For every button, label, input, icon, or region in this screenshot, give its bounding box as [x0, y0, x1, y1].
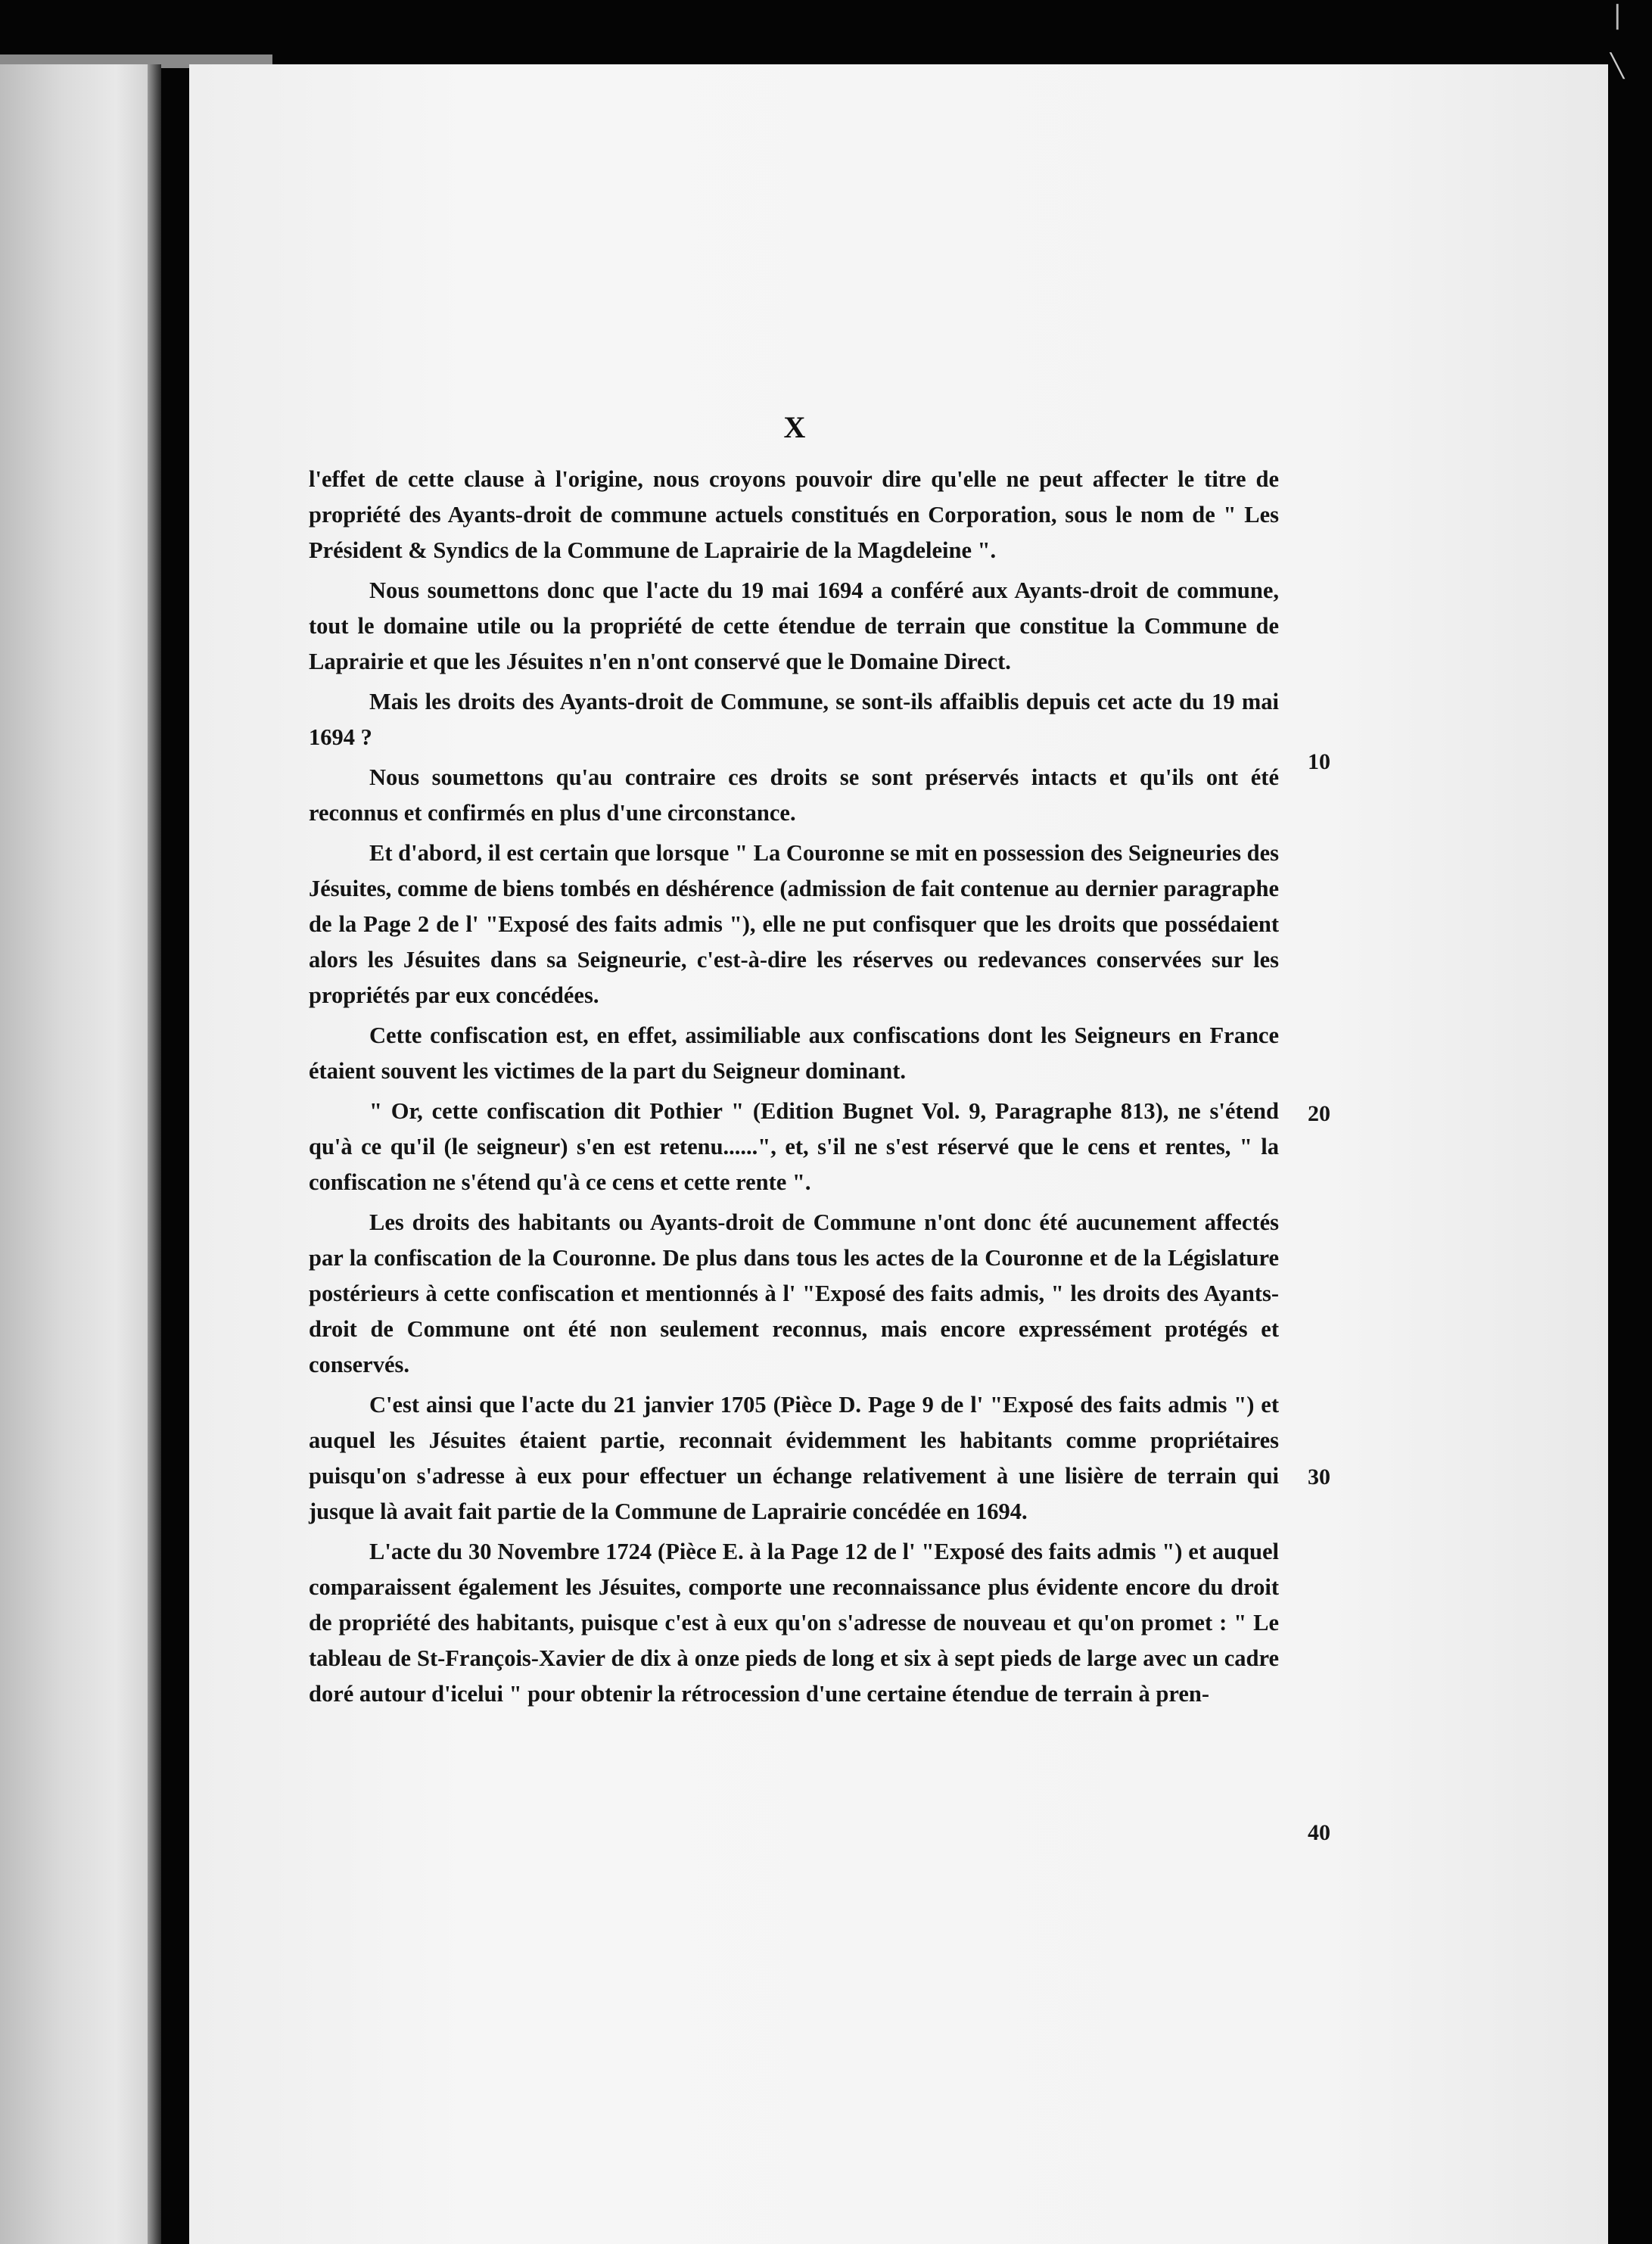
binding-shadow	[148, 64, 161, 2244]
page-number: X	[783, 410, 806, 444]
body-text	[309, 462, 1279, 1716]
paragraph-2: Nous soumettons donc que l'acte du 19 mai 1694 a conféré aux Ayants-droit de commune, tout le domaine utile ou la propriété de cette étendue de terrain que constitue la Commune de Laprairie et que les Jésuites n'en n'ont conservé que le Domaine Direct.	[309, 577, 1279, 674]
scan-artifact-mark-2: ╲	[1610, 54, 1625, 79]
line-number-40: 40	[1308, 1820, 1330, 1845]
scan-artifact-mark: ❘	[1607, 2, 1629, 30]
line-number-20: 20	[1308, 1101, 1330, 1126]
paragraph-1: l'effet de cette clause à l'origine, nous croyons pouvoir dire qu'elle ne peut affecter le titre de propriété des Ayants-droit de commune actuels constitués en Corporation, sous le nom de " Les Président & Syndics de la Commune de Laprairie de la Magdeleine ".	[309, 466, 1279, 563]
paragraph-9: C'est ainsi que l'acte du 21 janvier 1705 (Pièce D. Page 9 de l' "Exposé des faits admis ") et auquel les Jésuites étaient partie, reconnait évidemment les habitants comme propriétaires puisqu'on s'adresse à eux pour effectuer un échange relativement à une lisière de terrain qui jusque là avait fait partie de la Commune de Laprairie concédée en 1694.	[309, 1392, 1279, 1524]
paragraph-10: L'acte du 30 Novembre 1724 (Pièce E. à la Page 12 de l' "Exposé des faits admis ") et auquel comparaissent également les Jésuites, comporte une reconnaissance plus évidente encore du droit de propriété des habitants, puisque c'est à eux qu'on s'adresse de nouveau et qu'on promet : " Le tableau de St-François-Xavier de dix à onze pieds de long et six à sept pieds de large avec un cadre doré autour d'icelui " pour obtenir la rétrocession d'une certaine étendue de terrain à pren-	[309, 1539, 1279, 1707]
facing-page-edge	[0, 64, 155, 2244]
paragraph-8: Les droits des habitants ou Ayants-droit de Commune n'ont donc été aucunement affectés par la confiscation de la Couronne. De plus dans tous les actes de la Couronne et de la Législature postérieurs à cette confiscation et mentionnés à l' "Exposé des faits admis, " les droits des Ayants-droit de Commune ont été non seulement reconnus, mais encore expressément protégés et conservés.	[309, 1209, 1279, 1377]
paragraph-5: Et d'abord, il est certain que lorsque " La Couronne se mit en possession des Seigneuries des Jésuites, comme de biens tombés en déshérence (admission de fait contenue au dernier paragraphe de la Page 2 de l' "Exposé des faits admis "), elle ne put confisquer que les droits que possédaient alors les Jésuites dans sa Seigneurie, c'est-à-dire les réserves ou redevances conservées sur les propriétés par eux concédées.	[309, 840, 1279, 1008]
line-number-10: 10	[1308, 749, 1330, 774]
paragraph-3: Mais les droits des Ayants-droit de Commune, se sont-ils affaiblis depuis cet acte du 19 mai 1694 ?	[309, 689, 1279, 750]
line-number-30: 30	[1308, 1464, 1330, 1489]
paragraph-6: Cette confiscation est, en effet, assimiliable aux confiscations dont les Seigneurs en France étaient souvent les victimes de la part du Seigneur dominant.	[309, 1022, 1279, 1084]
paragraph-4: Nous soumettons qu'au contraire ces droits se sont préservés intacts et qu'ils ont été reconnus et confirmés en plus d'une circonstance.	[309, 764, 1279, 826]
paragraph-7: " Or, cette confiscation dit Pothier " (Edition Bugnet Vol. 9, Paragraphe 813), ne s'étend qu'à ce qu'il (le seigneur) s'en est retenu......", et, s'il ne s'est réservé que le cens et rentes, " la confiscation ne s'étend qu'à ce cens et cette rente ".	[309, 1098, 1279, 1195]
